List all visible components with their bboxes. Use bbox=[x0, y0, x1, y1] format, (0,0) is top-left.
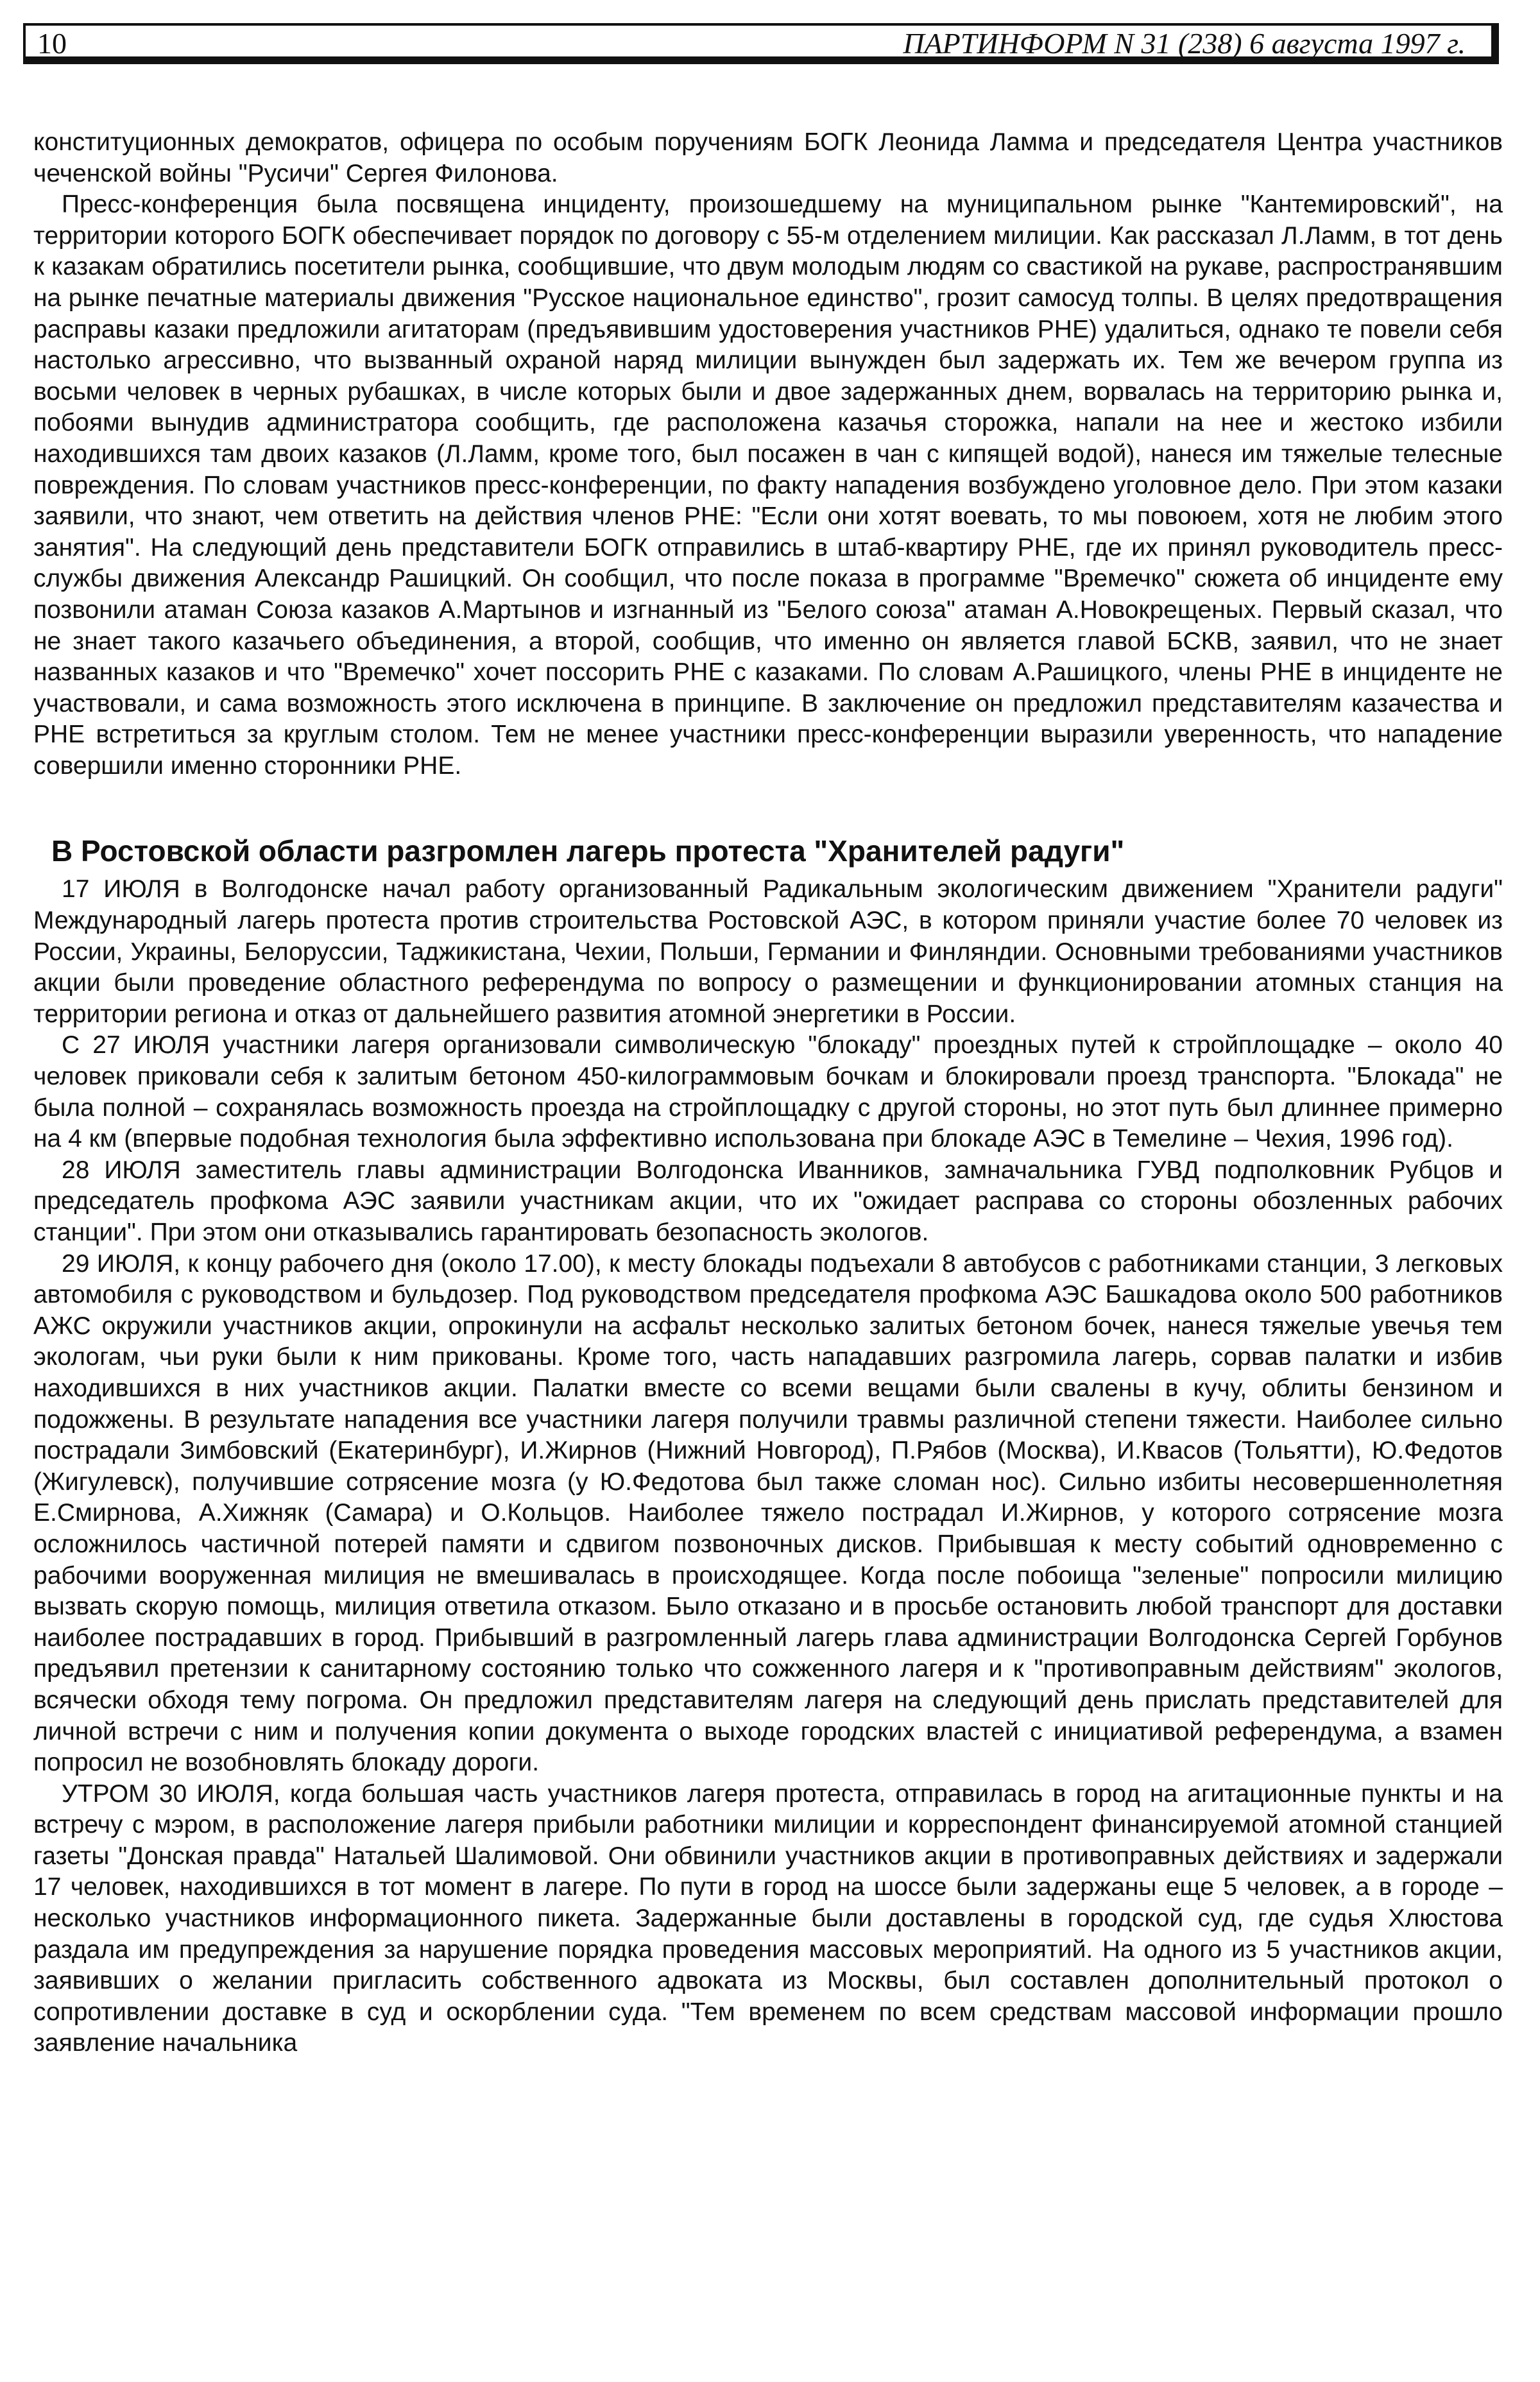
article2-headline: В Ростовской области разгромлен лагерь протеста "Хранителей радуги" bbox=[51, 834, 1125, 868]
page-header bbox=[23, 23, 1499, 64]
page-number: 10 bbox=[37, 27, 67, 60]
article2-paragraph: 28 ИЮЛЯ заместитель главы администрации Волгодонска Иванников, замначальника ГУВД подполковник Рубцов и председатель профкома АЭС заявили участникам акции, что их "ожидает расправа со стороны обозленных рабочих станции". При этом они отказывались гарантировать безопасность экологов. bbox=[33, 1156, 1503, 1246]
article2-paragraph: УТРОМ 30 ИЮЛЯ, когда большая часть участников лагеря протеста, отправилась в город на агитационные пункты и на встречу с мэром, в расположение лагеря прибыли работники милиции и корреспондент финансируемой атомной станцией газеты "Донская правда" Натальей Шалимовой. Они обвинили участников акции в противоправных действиях и задержали 17 человек, находившихся в тот момент в лагере. По пути в город на шоссе были задержаны еще 5 человек, а в городе – несколько участников информационного пикета. Задержанные были доставлены в городской суд, где судья Хлюстова раздала им предупреждения за нарушение порядка проведения массовых мероприятий. На одного из 5 участников акции, заявивших о желании пригласить собственного адвоката из Москвы, был составлен дополнительный протокол о сопротивлении доставке в суд и оскорблении суда. "Тем временем по всем средствам массовой информации прошло заявление начальника bbox=[33, 1779, 1503, 2057]
article2-paragraph: 17 ИЮЛЯ в Волгодонске начал работу организованный Радикальным экологическим движением "Хранители радуги" Международный лагерь протеста против строительства Ростовской АЭС, в котором приняли участие более 70 человек из России, Украины, Белоруссии, Таджикистана, Чехии, Польши, Германии и Финляндии. Основными требованиями участников акции были проведение областного референдума по вопросу о размещении и функционировании атомных станция на территории региона и отказ от дальнейшего развития атомной энергетики в России. bbox=[33, 875, 1503, 1028]
article1-paragraph: конституционных демократов, офицера по особым поручениям БОГК Леонида Ламма и председателя Центра участников чеченской войны "Русичи" Сергея Филонова. bbox=[33, 128, 1503, 187]
article2-paragraph: С 27 ИЮЛЯ участники лагеря организовали символическую "блокаду" проездных путей к стройплощадке – около 40 человек приковали себя к залитым бетоном 450-килограммовым бочкам и блокировали проезд транспорта. "Блокада" не была полной – сохранялась возможность проезда на стройплощадку с другой стороны, но этот путь был длиннее примерно на 4 км (впервые подобная технология была эффективно использована при блокаде АЭС в Темелине – Чехия, 1996 год). bbox=[33, 1031, 1503, 1153]
article-body bbox=[33, 127, 1503, 2059]
article1-paragraph: Пресс-конференция была посвящена инциденту, произошедшему на муниципальном рынке "Кантемировский", на территории которого БОГК обеспечивает порядок по договору с 55-м отделением милиции. Как рассказал Л.Ламм, в тот день к казакам обратились посетители рынка, сообщившие, что двум молодым людям со свастикой на рукаве, распространявшим на рынке печатные материалы движения "Русское национальное единство", грозит самосуд толпы. В целях предотвращения расправы казаки предложили агитаторам (предъявившим удостоверения участников РНЕ) удалиться, однако те повели себя настолько агрессивно, что вызванный охраной наряд милиции вынужден был задержать их. Тем же вечером группа из восьми человек в черных рубашках, в числе которых были и двое задержанных днем, ворвалась на территорию рынка и, побоями вынудив администратора сообщить, где расположена казачья сторожка, напали на нее и жестоко избили находившихся там двоих казаков (Л.Ламм, кроме того, был посажен в чан с кипящей водой), нанеся им тяжелые телесные повреждения. По словам участников пресс-конференции, по факту нападения возбуждено уголовное дело. При этом казаки заявили, что знают, чем ответить на действия членов РНЕ: "Если они хотят воевать, то мы повоюем, хотя не любим этого занятия". На следующий день представители БОГК отправились в штаб-квартиру РНЕ, где их принял руководитель пресс-службы движения Александр Рашицкий. Он сообщил, что после показа в программе "Времечко" сюжета об инциденте ему позвонили атаман Союза казаков А.Мартынов и изгнанный из "Белого союза" атаман А.Новокрещеных. Первый сказал, что не знает такого казачьего объединения, а второй, сообщив, что именно он является главой БСКВ, заявил, что не знает названных казаков и что "Времечко" хочет поссорить РНЕ с казаками. По словам А.Рашицкого, члены РНЕ в инциденте не участвовали, и сама возможность этого исключена в принципе. В заключение он предложил представителям казачества и РНЕ встретиться за круглым столом. Тем не менее участники пресс-конференции выразили уверенность, что нападение совершили именно сторонники РНЕ. bbox=[33, 191, 1503, 780]
article2-paragraph: 29 ИЮЛЯ, к концу рабочего дня (около 17.00), к месту блокады подъехали 8 автобусов с работниками станции, 3 легковых автомобиля с руководством и бульдозер. Под руководством председателя профкома АЭС Башкадова около 500 работников АЖС окружили участников акции, опрокинули на асфальт несколько залитых бетоном бочек, нанеся тяжелые увечья тем экологам, чьи руки были к ним прикованы. Кроме того, часть нападавших разгромила лагерь, сорвав палатки и избив находившихся в них участников акции. Палатки вместе со всеми вещами были свалены в кучу, облиты бензином и подожжены. В результате нападения все участники лагеря получили травмы различной степени тяжести. Наиболее сильно пострадали Зимбовский (Екатеринбург), И.Жирнов (Нижний Новгород), П.Рябов (Москва), И.Квасов (Тольятти), Ю.Федотов (Жигулевск), получившие сотрясение мозга (у Ю.Федотова был также сломан нос). Сильно избиты несовершеннолетняя Е.Смирнова, А.Хижняк (Самара) и О.Кольцов. Наиболее тяжело пострадал И.Жирнов, у которого сотрясение мозга осложнилось частичной потерей памяти и сдвигом позвоночных дисков. Прибывшая к месту событий одновременно с рабочими вооруженная милиция не вмешивалась в происходящее. Когда после побоища "зеленые" попросили милицию вызвать скорую помощь, милиция ответила отказом. Было отказано и в просьбе остановить любой транспорт для доставки наиболее пострадавших в город. Прибывший в разгромленный лагерь глава администрации Волгодонска Сергей Горбунов предъявил претензии к санитарному состоянию только что сожженного лагеря и к "противоправным действиям" экологов, всячески обходя тему погрома. Он предложил представителям лагеря на следующий день прислать представителей для личной встречи с ним и получения копии документа о выходе городских властей с инициативой референдума, а взамен попросил не возобновлять блокаду дороги. bbox=[33, 1249, 1503, 1777]
issue-title: ПАРТИНФОРМ N 31 (238) 6 августа 1997 г. bbox=[903, 27, 1466, 60]
